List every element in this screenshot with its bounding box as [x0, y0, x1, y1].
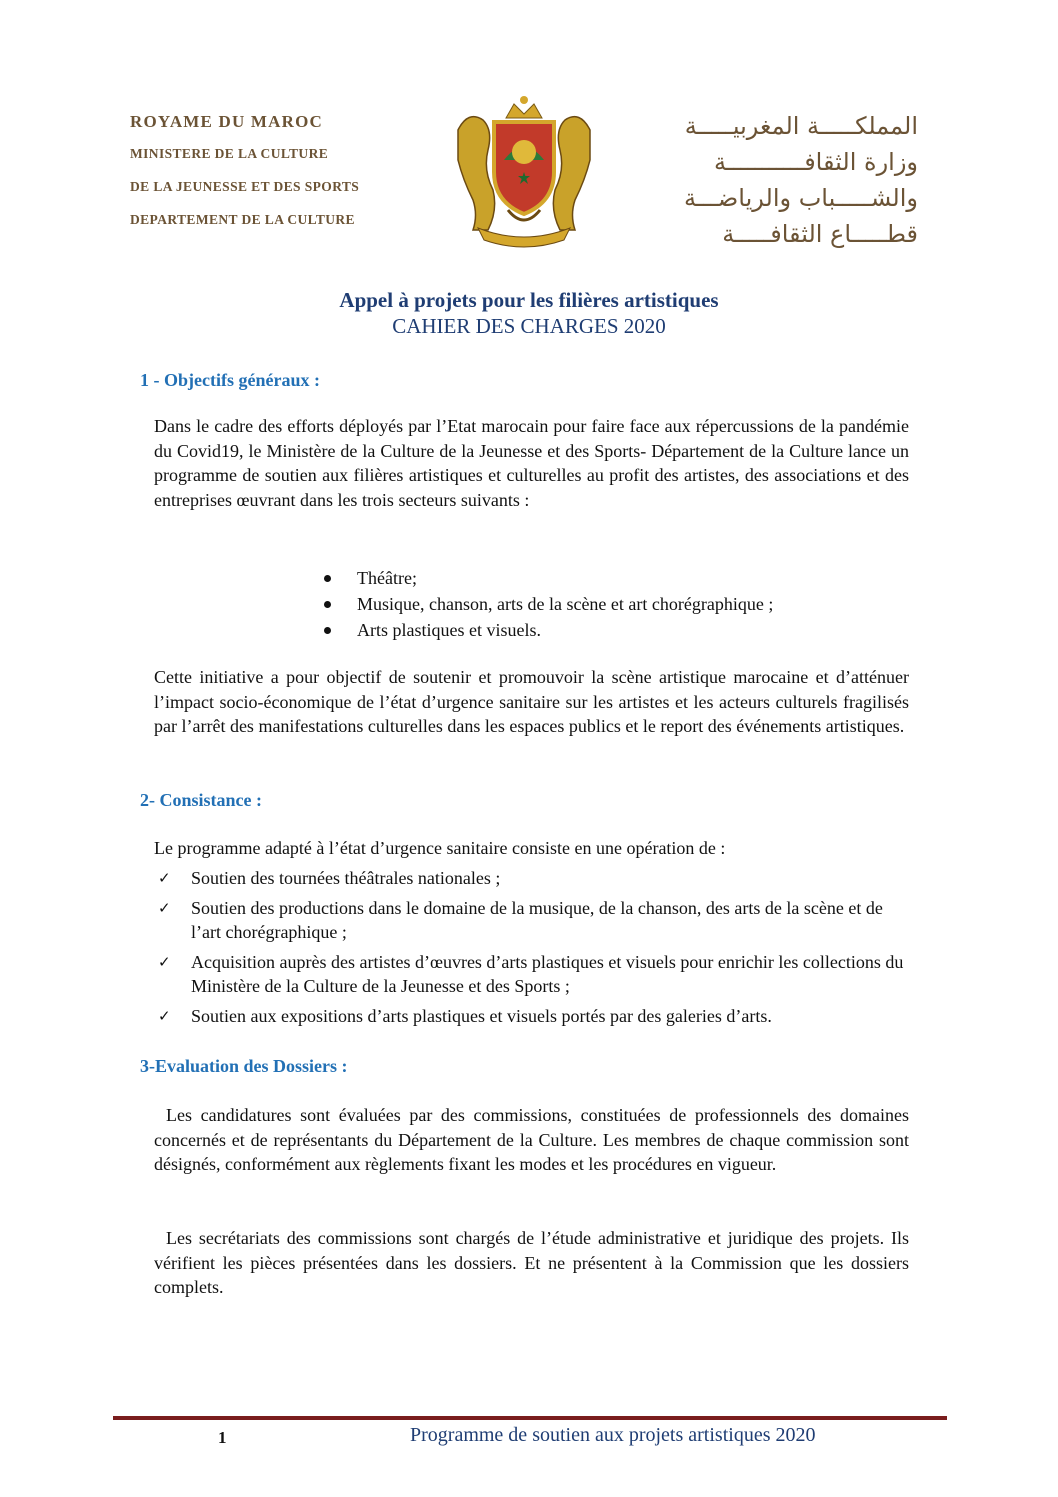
list-item — [320, 617, 773, 643]
checkmark-icon: ✓ — [158, 953, 171, 971]
section-3-paragraph-2: Les secrétariats des commissions sont chargés de l’étude administrative et juridique des projets. Ils vérifient les pièces présentées dans les dossiers. Et ne présentent à la Commission que les dossiers complets. — [154, 1228, 909, 1297]
footer-text: Programme de soutien aux projets artistiques 2020 — [410, 1424, 816, 1446]
section-3-heading: 3-Evaluation des Dossiers : — [140, 1056, 348, 1076]
operations-list — [156, 866, 911, 1034]
list-item-text: Acquisition auprès des artistes d’œuvres d’arts plastiques et visuels pour enrichir les collections du Ministère de la Culture de la Jeunesse et des Sports ; — [191, 952, 904, 996]
checkmark-icon: ✓ — [158, 899, 171, 917]
list-item-text: Soutien des productions dans le domaine de la musique, de la chanson, des arts de la scène et de l’art chorégraphique ; — [191, 898, 883, 942]
document-subtitle: CAHIER DES CHARGES 2020 — [392, 314, 666, 338]
moroccan-coat-of-arms-icon — [448, 90, 600, 250]
bullet-icon — [324, 601, 331, 608]
header-ar-youth-sports: والشـــــباب والرياضـــة — [683, 184, 918, 212]
section-1-paragraph-2: Cette initiative a pour objectif de soutenir et promouvoir la scène artistique marocaine et d’atténuer l’impact socio-économique de l’état d’urgence sanitaire sur les artistes et les acteurs culturels fragilisés par l’arrêt des manifestations culturelles dans les espaces publics et le report des événements artistiques. — [154, 667, 909, 736]
list-item-text: Arts plastiques et visuels. — [357, 620, 541, 640]
bullet-icon — [324, 627, 331, 634]
list-item — [156, 896, 911, 944]
header-kingdom: ROYAME DU MAROC — [130, 112, 324, 131]
section-2-heading: 2- Consistance : — [140, 790, 262, 810]
header-ar-ministry: وزارة الثقافـــــــــــة — [714, 148, 918, 176]
section-2-intro: Le programme adapté à l’état d’urgence sanitaire consiste en une opération de : — [154, 838, 726, 858]
list-item-text: Soutien des tournées théâtrales nationales ; — [191, 868, 501, 888]
list-item — [156, 950, 911, 998]
checkmark-icon: ✓ — [158, 1007, 171, 1025]
section-3-paragraph-1: Les candidatures sont évaluées par des commissions, constituées de professionnels des domaines concernés et de représentants du Département de la Culture. Les membres de chaque commission sont désignés, conformément aux règlements fixant les modes et les procédures en vigueur. — [154, 1105, 909, 1174]
header-department: DEPARTEMENT DE LA CULTURE — [130, 212, 355, 227]
header-ministry: MINISTERE DE LA CULTURE — [130, 146, 329, 161]
list-item — [156, 1004, 911, 1028]
section-1-paragraph-1: Dans le cadre des efforts déployés par l’Etat marocain pour faire face aux répercussions de la pandémie du Covid19, le Ministère de la Culture de la Jeunesse et des Sports- Département de la Culture lance un programme de soutien aux filières artistiques et culturelles au profit des artistes, des associations et des entreprises œuvrant dans les trois secteurs suivants : — [154, 416, 909, 510]
sectors-list — [320, 565, 773, 643]
header-right-block — [646, 108, 918, 252]
list-item — [156, 866, 911, 890]
list-item — [320, 565, 773, 591]
bullet-icon — [324, 575, 331, 582]
list-item-text: Soutien aux expositions d’arts plastiques et visuels portés par des galeries d’arts. — [191, 1006, 772, 1026]
list-item-text: Théâtre; — [357, 568, 417, 588]
checkmark-icon: ✓ — [158, 869, 171, 887]
section-1-heading: 1 - Objectifs généraux : — [140, 370, 320, 390]
header-youth-sports: DE LA JEUNESSE ET DES SPORTS — [130, 179, 360, 194]
header-ar-kingdom: المملكـــــة المغربيـــــة — [684, 112, 918, 140]
header-left-block — [130, 112, 390, 245]
document-title: Appel à projets pour les filières artistiques — [339, 288, 719, 312]
footer-rule — [113, 1416, 947, 1420]
page-number: 1 — [218, 1428, 227, 1447]
list-item — [320, 591, 773, 617]
header-ar-department: قطـــــاع الثقافـــــة — [722, 220, 918, 248]
list-item-text: Musique, chanson, arts de la scène et art chorégraphique ; — [357, 594, 774, 614]
